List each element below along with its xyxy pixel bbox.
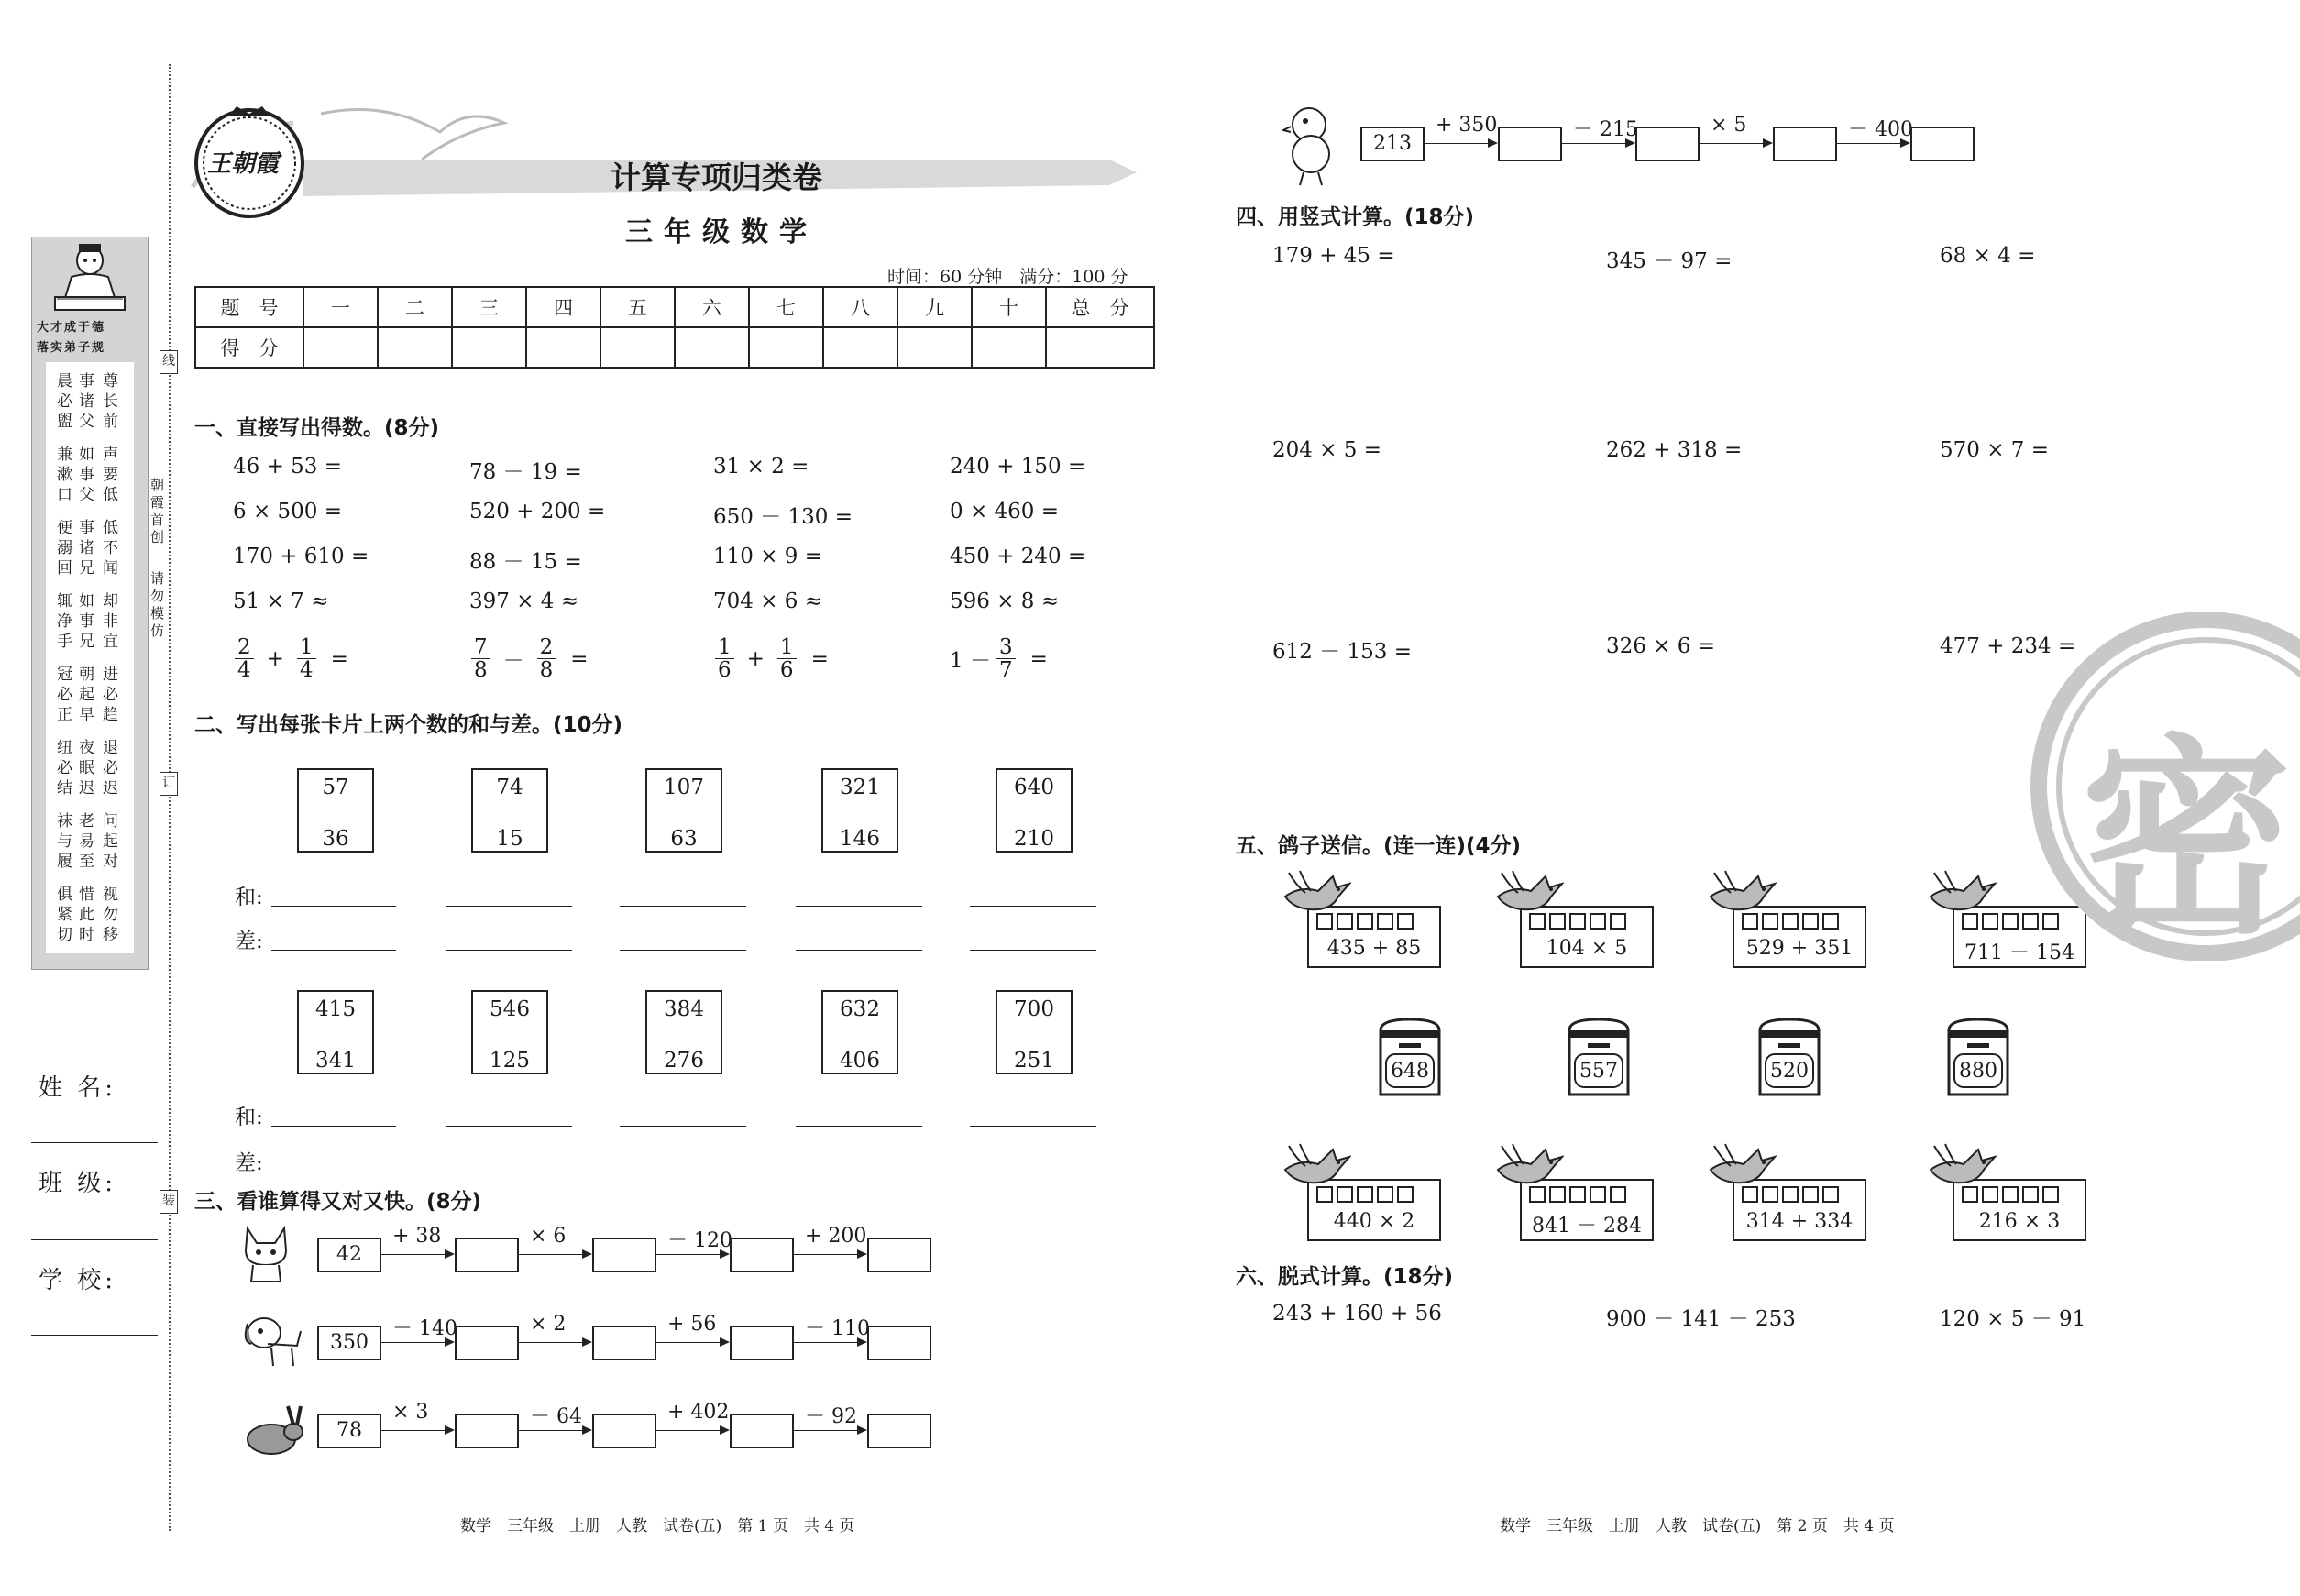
vertical-calc-item: 179 + 45 = <box>1272 244 1395 268</box>
chain-arrow <box>381 1342 453 1343</box>
motto-column: 低不闻 <box>103 519 118 578</box>
motto-column: 夜眠迟 <box>79 739 94 798</box>
card-number-top: 321 <box>840 776 880 799</box>
card-number-bottom: 210 <box>1014 827 1054 851</box>
mailbox-number: 880 <box>1959 1060 1997 1083</box>
chain-answer-box[interactable] <box>867 1414 931 1448</box>
denominator: 7 <box>998 658 1013 683</box>
card-number-bottom: 125 <box>490 1049 530 1073</box>
mailbox-icon <box>1756 1018 1822 1096</box>
sum-answer-line[interactable] <box>271 906 396 907</box>
logo-text: 王朝霞 <box>207 150 280 178</box>
sum-answer-line[interactable] <box>620 1126 746 1127</box>
mental-math-item: 78 － 19 = <box>469 460 582 484</box>
chain-operation: + 56 <box>667 1313 717 1336</box>
mailbox[interactable] <box>1756 1018 1822 1096</box>
score-header-cell: 四 <box>526 287 600 327</box>
motto-column: 却非宜 <box>103 592 118 651</box>
score-input-cell[interactable] <box>600 327 675 368</box>
score-input-cell[interactable] <box>1046 327 1154 368</box>
chain-arrow <box>656 1342 728 1343</box>
chain-answer-box[interactable] <box>592 1414 656 1448</box>
score-input-cell[interactable] <box>452 327 526 368</box>
mental-math-item: 0 × 460 = <box>950 500 1060 523</box>
vertical-calc-item: 204 × 5 = <box>1272 438 1382 462</box>
footer-right: 数学 三年级 上册 人教 试卷(五) 第 2 页 共 4 页 <box>1500 1517 1895 1535</box>
section-5-title: 五、鸽子送信。(连一连)(4分) <box>1236 834 1522 858</box>
chain-arrow <box>1837 143 1909 144</box>
name-label: 姓 名: <box>39 1074 117 1102</box>
numerator: 2 <box>537 636 556 659</box>
sum-answer-line[interactable] <box>970 1126 1096 1127</box>
numerator: 1 <box>777 636 797 659</box>
chain-answer-box[interactable] <box>1773 127 1837 161</box>
pigeon-expression: 435 + 85 <box>1326 937 1422 960</box>
scholar-icon <box>48 240 132 315</box>
chain-operation: － 400 <box>1848 118 1913 141</box>
vertical-calc-item: 326 × 6 = <box>1606 634 1716 658</box>
chain-answer-box[interactable] <box>455 1414 519 1448</box>
chain-answer-box[interactable] <box>730 1326 794 1360</box>
diff-answer-line[interactable] <box>796 950 922 951</box>
chain-start-value: 78 <box>317 1414 381 1448</box>
chain-answer-box[interactable] <box>1635 127 1700 161</box>
card-number-bottom: 251 <box>1014 1049 1054 1073</box>
mental-math-item: 596 × 8 ≈ <box>950 589 1060 613</box>
score-header-cell: 九 <box>897 287 972 327</box>
section-4-title: 四、用竖式计算。(18分) <box>1236 205 1475 229</box>
mental-math-item: 88 － 15 = <box>469 550 582 574</box>
cut-mark-1: 线 <box>160 350 178 374</box>
pigeon-icon <box>1282 869 1351 920</box>
motto-column: 事诸兄 <box>79 519 94 578</box>
binding-note-2: 请勿模仿 <box>150 570 165 639</box>
numerator: 7 <box>471 636 490 659</box>
pigeon-expression: 440 × 2 <box>1333 1210 1415 1233</box>
mailbox-icon <box>1566 1018 1632 1096</box>
number-card <box>996 768 1073 853</box>
denominator: 8 <box>474 658 488 683</box>
card-number-bottom: 406 <box>840 1049 880 1073</box>
binding-note-1: 朝霞首创 <box>150 477 165 545</box>
chain-arrow <box>1700 143 1771 144</box>
rabbit-icon <box>240 1404 310 1458</box>
sum-answer-line[interactable] <box>620 906 746 907</box>
school-label: 学 校: <box>39 1267 117 1294</box>
fraction-item <box>466 636 589 681</box>
motto-column: 纽必结 <box>57 739 72 798</box>
mailbox[interactable] <box>1566 1018 1632 1096</box>
mailbox-number: 557 <box>1579 1060 1618 1083</box>
score-header-cell: 七 <box>749 287 823 327</box>
number-card <box>645 990 722 1074</box>
card-number-top: 74 <box>496 776 523 799</box>
pigeon-card[interactable] <box>1494 1142 1642 1241</box>
motto-column: 如事父 <box>79 446 94 504</box>
mental-math-item: 240 + 150 = <box>950 455 1086 479</box>
chain-start-value: 42 <box>317 1238 381 1272</box>
card-number-top: 546 <box>490 997 530 1021</box>
stamp-char: 密 <box>2081 718 2293 963</box>
equals: = <box>1029 646 1048 671</box>
vertical-calc-item: 262 + 318 = <box>1606 438 1743 462</box>
kitten-icon <box>240 1223 292 1285</box>
vertical-calc-item: 612 － 153 = <box>1272 640 1413 664</box>
chain-answer-box[interactable] <box>1498 127 1562 161</box>
card-number-top: 700 <box>1014 997 1054 1021</box>
pigeon-icon <box>1927 869 1997 920</box>
card-number-top: 640 <box>1014 776 1054 799</box>
chain-arrow <box>381 1254 453 1255</box>
diff-label: 差: <box>235 930 263 953</box>
sum-answer-line[interactable] <box>446 1126 572 1127</box>
chain-answer-box[interactable] <box>730 1414 794 1448</box>
motto-column: 辄净手 <box>57 592 72 651</box>
chain-operation: － 92 <box>805 1405 857 1428</box>
card-number-bottom: 146 <box>840 827 880 851</box>
card-number-top: 57 <box>322 776 349 799</box>
sum-answer-line[interactable] <box>796 1126 922 1127</box>
mental-math-item: 46 + 53 = <box>233 455 343 479</box>
number-card <box>645 768 722 853</box>
score-header-cell: 总 分 <box>1046 287 1154 327</box>
school-field[interactable] <box>31 1335 158 1336</box>
denominator: 6 <box>779 658 794 683</box>
motto-bottom: 落实弟子规 <box>37 341 106 355</box>
vertical-calc-item: 68 × 4 = <box>1940 244 2036 268</box>
card-number-top: 415 <box>315 997 356 1021</box>
mental-math-item: 450 + 240 = <box>950 545 1086 568</box>
pigeon-expression: 104 × 5 <box>1546 937 1628 960</box>
chain-operation: × 3 <box>392 1401 429 1424</box>
pigeon-card[interactable] <box>1282 1142 1417 1241</box>
pigeon-expression: 314 + 334 <box>1745 1210 1854 1233</box>
diff-answer-line[interactable] <box>970 950 1096 951</box>
score-input-cell[interactable] <box>749 327 823 368</box>
equals: = <box>570 646 589 671</box>
mailbox-number: 648 <box>1391 1060 1429 1083</box>
denominator: 4 <box>237 658 251 683</box>
score-header-cell: 五 <box>600 287 675 327</box>
chain-operation: × 6 <box>530 1225 567 1248</box>
chain-operation: + 200 <box>805 1225 867 1248</box>
motto-column: 进必趋 <box>103 666 118 724</box>
number-card <box>821 768 898 853</box>
chain-arrow <box>519 1430 590 1431</box>
diff-answer-line[interactable] <box>271 950 396 951</box>
chain-answer-box[interactable] <box>867 1238 931 1272</box>
step-calc-item: 243 + 160 + 56 <box>1272 1302 1442 1326</box>
time-info: 时间：60 分钟 满分：100 分 <box>887 267 1128 287</box>
cut-mark-3: 装 <box>160 1190 178 1214</box>
footer-left: 数学 三年级 上册 人教 试卷(五) 第 1 页 共 4 页 <box>460 1517 855 1535</box>
operator: － <box>502 649 524 674</box>
chain-operation: － 110 <box>805 1317 870 1340</box>
score-header-cell: 一 <box>303 287 378 327</box>
cut-mark-2: 订 <box>160 772 178 796</box>
score-label-cell: 得 分 <box>195 327 303 368</box>
chain-answer-box[interactable] <box>455 1238 519 1272</box>
class-field[interactable] <box>31 1239 158 1240</box>
card-number-bottom: 341 <box>315 1049 356 1073</box>
score-table <box>194 286 1155 369</box>
binding-dotted-line <box>169 64 171 1531</box>
chain-arrow <box>794 1254 865 1255</box>
motto-column: 兼漱口 <box>57 446 72 504</box>
number-card <box>471 990 548 1074</box>
motto-column: 便溺回 <box>57 519 72 578</box>
chain-start-value: 213 <box>1360 127 1425 161</box>
mailbox[interactable] <box>1945 1018 2011 1096</box>
vertical-calc-item: 345 － 97 = <box>1606 249 1733 273</box>
diff-label: 差: <box>235 1151 263 1175</box>
mailbox-icon <box>1945 1018 2011 1096</box>
score-input-cell[interactable] <box>526 327 600 368</box>
page-title: 计算专项归类卷 <box>611 160 822 195</box>
step-calc-item: 900 － 141 － 253 <box>1606 1307 1796 1331</box>
section-2-title: 二、写出每张卡片上两个数的和与差。(10分) <box>194 713 623 737</box>
mental-math-item: 704 × 6 ≈ <box>713 589 823 613</box>
numerator: 2 <box>235 636 254 659</box>
numerator: 1 <box>715 636 734 659</box>
chain-arrow <box>1425 143 1496 144</box>
motto-top: 大才成于德 <box>37 321 106 335</box>
fraction-item <box>710 636 829 681</box>
calc-chain-rabbit <box>317 1403 959 1448</box>
motto-column: 老易至 <box>79 812 94 871</box>
chain-arrow <box>1562 143 1634 144</box>
chain-operation: + 402 <box>667 1401 730 1424</box>
operator: + <box>266 646 284 671</box>
number-card <box>996 990 1073 1074</box>
mental-math-item: 6 × 500 = <box>233 500 343 523</box>
pigeon-expression: 841 － 284 <box>1532 1215 1642 1238</box>
numerator: 3 <box>996 636 1016 659</box>
chain-answer-box[interactable] <box>592 1326 656 1360</box>
card-number-bottom: 36 <box>322 827 349 851</box>
motto-column: 朝起早 <box>79 666 94 724</box>
motto-column: 问起对 <box>103 812 118 871</box>
chick-icon <box>1282 103 1338 189</box>
motto-column: 视勿移 <box>103 886 118 944</box>
page-subtitle: 三年级数学 <box>625 216 818 248</box>
score-input-cell[interactable] <box>303 327 378 368</box>
chain-arrow <box>794 1342 865 1343</box>
motto-column: 如事兄 <box>79 592 94 651</box>
vertical-calc-item: 477 + 234 = <box>1940 634 2076 658</box>
mental-math-item: 110 × 9 = <box>713 545 823 568</box>
chain-answer-box[interactable] <box>1910 127 1975 161</box>
pigeon-icon <box>1927 1142 1997 1194</box>
mailbox-icon <box>1377 1018 1443 1096</box>
motto-column: 退必迟 <box>103 739 118 798</box>
card-number-bottom: 63 <box>670 827 698 851</box>
diff-answer-line[interactable] <box>446 950 572 951</box>
score-header-cell: 二 <box>378 287 452 327</box>
pigeon-expression: 711 － 154 <box>1964 941 2074 964</box>
mental-math-item: 170 + 610 = <box>233 545 369 568</box>
sum-answer-line[interactable] <box>796 906 922 907</box>
motto-column: 俱紧切 <box>57 886 72 944</box>
operator: + <box>746 646 765 671</box>
number-card <box>297 768 374 853</box>
pigeon-icon <box>1494 1142 1564 1194</box>
chain-arrow <box>656 1430 728 1431</box>
pigeon-icon <box>1707 869 1777 920</box>
chain-answer-box[interactable] <box>455 1326 519 1360</box>
denominator: 8 <box>539 658 554 683</box>
denominator: 6 <box>718 658 732 683</box>
chain-operation: － 215 <box>1573 118 1638 141</box>
pigeon-icon <box>1282 1142 1351 1194</box>
score-input-cell[interactable] <box>823 327 897 368</box>
sum-answer-line[interactable] <box>446 906 572 907</box>
calc-chain-chick <box>1360 116 2002 161</box>
mental-math-item: 397 × 4 ≈ <box>469 589 579 613</box>
mailbox-number: 520 <box>1770 1060 1809 1083</box>
chain-arrow <box>381 1430 453 1431</box>
equals: = <box>810 646 829 671</box>
card-number-top: 107 <box>664 776 704 799</box>
score-input-cell[interactable] <box>378 327 452 368</box>
name-field[interactable] <box>31 1142 158 1143</box>
chain-operation: + 38 <box>392 1225 442 1248</box>
score-header-cell: 三 <box>452 287 526 327</box>
denominator: 4 <box>299 658 314 683</box>
fraction-item <box>229 636 348 681</box>
pigeon-icon <box>1707 1142 1777 1194</box>
score-header-cell: 八 <box>823 287 897 327</box>
mailbox[interactable] <box>1377 1018 1443 1096</box>
sum-answer-line[interactable] <box>970 906 1096 907</box>
score-header-cell: 题 号 <box>195 287 303 327</box>
number-card <box>297 990 374 1074</box>
card-number-bottom: 15 <box>496 827 523 851</box>
section-1-title: 一、直接写出得数。(8分) <box>194 416 440 440</box>
chain-arrow <box>794 1430 865 1431</box>
score-input-cell[interactable] <box>675 327 749 368</box>
chain-operation: － 64 <box>530 1405 582 1428</box>
chain-operation: － 140 <box>392 1317 457 1340</box>
card-number-top: 384 <box>664 997 704 1021</box>
section-3-title: 三、看谁算得又对又快。(8分) <box>194 1190 482 1214</box>
sum-label: 和: <box>235 886 263 909</box>
operator: 1 － <box>950 649 991 674</box>
card-number-top: 632 <box>840 997 880 1021</box>
pigeon-card[interactable] <box>1707 869 1854 968</box>
chain-start-value: 350 <box>317 1326 381 1360</box>
chain-operation: － 120 <box>667 1229 732 1252</box>
diff-answer-line[interactable] <box>620 950 746 951</box>
chain-answer-box[interactable] <box>592 1238 656 1272</box>
chain-arrow <box>656 1254 728 1255</box>
pigeon-card[interactable] <box>1707 1142 1854 1241</box>
motto-column: 冠必正 <box>57 666 72 724</box>
motto-column: 袜与履 <box>57 812 72 871</box>
numerator: 1 <box>297 636 316 659</box>
score-input-cell[interactable] <box>972 327 1046 368</box>
motto-column: 事诸父 <box>79 372 94 431</box>
chain-operation: × 2 <box>530 1313 567 1336</box>
score-header-cell: 十 <box>972 287 1046 327</box>
chain-operation: + 350 <box>1436 114 1498 137</box>
card-number-bottom: 276 <box>664 1049 704 1073</box>
equals: = <box>330 646 348 671</box>
mental-math-item: 51 × 7 ≈ <box>233 589 329 613</box>
mental-math-item: 520 + 200 = <box>469 500 606 523</box>
number-card <box>821 990 898 1074</box>
puppy-icon <box>240 1311 306 1370</box>
pigeon-card[interactable] <box>1494 869 1630 968</box>
motto-column: 声要低 <box>103 446 118 504</box>
motto-column: 尊长前 <box>103 372 118 431</box>
step-calc-item: 120 × 5 － 91 <box>1940 1307 2086 1331</box>
chain-answer-box[interactable] <box>867 1326 931 1360</box>
chain-operation: × 5 <box>1711 114 1747 137</box>
pigeon-expression: 216 × 3 <box>1978 1210 2061 1233</box>
pigeon-icon <box>1494 869 1564 920</box>
fraction-item <box>950 636 1048 681</box>
score-header-cell: 六 <box>675 287 749 327</box>
sum-label: 和: <box>235 1106 263 1129</box>
section-6-title: 六、脱式计算。(18分) <box>1236 1265 1454 1289</box>
class-label: 班 级: <box>39 1170 117 1197</box>
pigeon-card[interactable] <box>1282 869 1422 968</box>
number-card <box>471 768 548 853</box>
vertical-calc-item: 570 × 7 = <box>1940 438 2050 462</box>
chain-arrow <box>519 1342 590 1343</box>
motto-column: 晨必盥 <box>57 372 72 431</box>
calc-chain-cat <box>317 1227 959 1272</box>
mental-math-item: 31 × 2 = <box>713 455 809 479</box>
pigeon-expression: 529 + 351 <box>1745 937 1854 960</box>
sum-answer-line[interactable] <box>271 1126 396 1127</box>
pigeon-card[interactable] <box>1927 1142 2063 1241</box>
chain-answer-box[interactable] <box>730 1238 794 1272</box>
calc-chain-dog <box>317 1315 959 1360</box>
mental-math-item: 650 － 130 = <box>713 505 853 529</box>
motto-column: 惜此时 <box>79 886 94 944</box>
chain-arrow <box>519 1254 590 1255</box>
score-input-cell[interactable] <box>897 327 972 368</box>
